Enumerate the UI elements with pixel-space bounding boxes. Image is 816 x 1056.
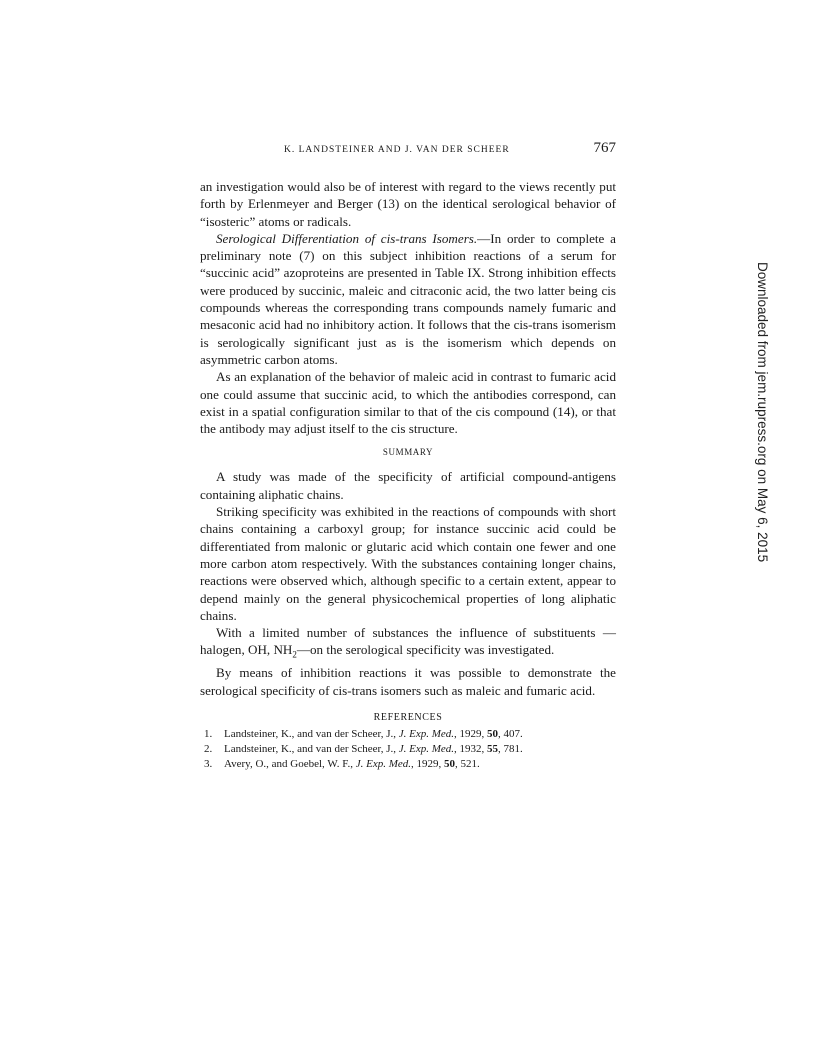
running-head-authors: K. LANDSTEINER AND J. VAN DER SCHEER — [284, 145, 510, 155]
reference-pages: , 781. — [498, 742, 523, 755]
reference-number: 3. — [204, 757, 213, 770]
reference-item — [200, 727, 616, 742]
running-head — [200, 140, 616, 164]
summary-paragraph-4: By means of inhibition reactions it was possible to demonstrate the serological specificity of cis-trans isomers such as maleic and fumaric acid. — [200, 665, 616, 698]
reference-item — [200, 757, 616, 772]
section-run-in-heading: Serological Differentiation of cis-trans Isomers. — [216, 230, 478, 246]
reference-number: 1. — [204, 727, 213, 740]
paragraph-cis-trans — [200, 230, 616, 368]
summary-paragraph-3 — [200, 624, 616, 664]
nh2-subscript: 2 — [292, 650, 297, 661]
page-number: 767 — [593, 140, 616, 156]
reference-volume: 55 — [487, 742, 499, 755]
summary-paragraph-2: Striking specificity was exhibited in the reactions of compounds with short chains containing a carboxyl group; for instance succinic acid could be differentiated from malonic or glutaric acid which contain one fewer and one more carbon atom respectively. With the substances containing longer chains, reactions were observed which, although specific to a certain extent, appear to depend mainly on the general physicochemical properties of long aliphatic chains. — [200, 504, 616, 623]
paragraph-isosteric: an investigation would also be of interest with regard to the views recently put forth by Erlenmeyer and Berger (13) on the identical serological behavior of “isosteric” atoms or radicals. — [200, 179, 616, 229]
reference-journal: J. Exp. Med. — [398, 727, 455, 740]
reference-number: 2. — [204, 742, 213, 755]
references-heading: REFERENCES — [373, 711, 443, 723]
references-list — [200, 727, 616, 772]
reference-authors: Landsteiner, K., and van der Scheer, J., — [224, 727, 399, 740]
reference-pages: , 407. — [498, 727, 523, 740]
reference-pages: , 521. — [455, 757, 480, 770]
reference-authors: Landsteiner, K., and van der Scheer, J., — [224, 742, 399, 755]
paragraph-cis-trans-body: —In order to complete a preliminary note (7) on this subject inhibition reactions of a serum for “succinic acid” azoproteins are presented in Table IX. Strong inhibition effects were produced by succinic, maleic and citraconic acid, the two latter being cis compounds whereas the corresponding trans compounds namely fumaric and mesaconic acid had no inhibitory action. It follows that the cis-trans isomerism is serologically significant just as is the isomerism which depends on asymmetric carbon atoms. — [200, 230, 616, 367]
paragraph-maleic-explanation: As an explanation of the behavior of maleic acid in contrast to fumaric acid one could assume that succinic acid, to which the antibodies correspond, can exist in a spatial configuration similar to that of the cis compound (14), or that the antibody may adjust itself to the cis structure. — [200, 369, 616, 437]
summary-paragraph-3-end: —on the serological specificity was investigated. — [296, 642, 555, 658]
reference-volume: 50 — [444, 757, 455, 770]
summary-paragraph-3-start: With a limited number of substances the influence of substituents —halogen, OH, NH — [200, 625, 616, 658]
journal-page — [200, 140, 616, 772]
reference-item — [200, 742, 616, 757]
body-text — [200, 178, 616, 772]
reference-volume: 50 — [487, 727, 499, 740]
reference-year: , 1932, — [454, 742, 488, 755]
summary-heading: SUMMARY — [382, 447, 434, 458]
summary-paragraph-1: A study was made of the specificity of artificial compound-antigens containing aliphatic chains. — [200, 469, 616, 502]
reference-journal: J. Exp. Med. — [398, 742, 455, 755]
reference-authors: Avery, O., and Goebel, W. F., — [224, 757, 356, 770]
reference-journal: J. Exp. Med. — [355, 757, 411, 770]
download-watermark: Downloaded from jem.rupress.org on May 6, 2015 — [755, 262, 770, 563]
reference-year: , 1929, — [411, 757, 444, 770]
reference-year: , 1929, — [454, 727, 488, 740]
